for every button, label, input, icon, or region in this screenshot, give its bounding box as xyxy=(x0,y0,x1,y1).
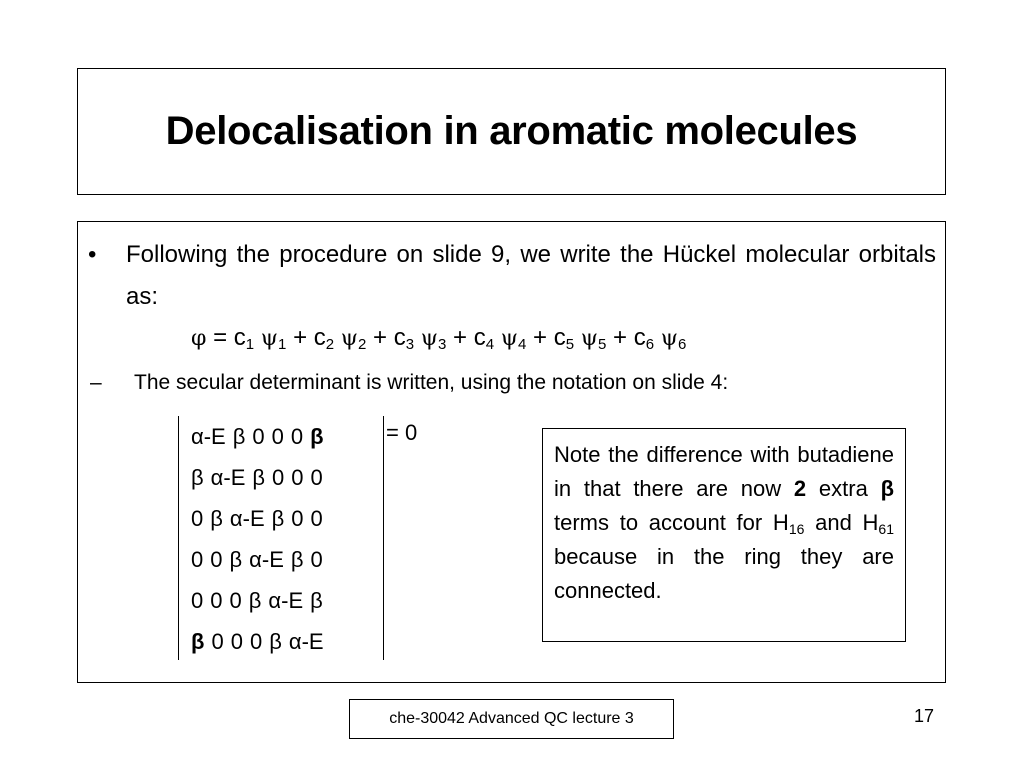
eq-term-6: $c_6$ $\psi_6$ xyxy=(633,324,687,353)
determinant-equals: = 0 xyxy=(386,420,418,445)
footer-text: che-30042 Advanced QC lecture 3 xyxy=(389,710,634,727)
determinant-row-2: β α-E β 0 0 0 xyxy=(191,465,323,490)
sub-bullet-marker: – xyxy=(90,371,102,394)
sub-bullet-item xyxy=(90,371,728,395)
bullet-marker: • xyxy=(88,241,97,268)
determinant-row-6: β 0 0 0 β α-E xyxy=(191,629,324,654)
eq-term-1: $c_1$ $\psi_1$ xyxy=(233,324,287,353)
note-bold-count: 2 xyxy=(793,476,807,501)
page-number: 17 xyxy=(914,706,935,726)
note-beta: β xyxy=(880,476,894,501)
bullet-item xyxy=(88,234,936,318)
secular-determinant xyxy=(178,416,384,660)
sub-bullet-text: The secular determinant is written, using the notation on slide 4: xyxy=(134,371,729,394)
bullet-text: Following the procedure on slide 9, we write the Hückel molecular orbitals as: xyxy=(126,241,936,310)
determinant-row-1: α-E β 0 0 0 β xyxy=(191,424,324,449)
footer-box xyxy=(349,699,674,739)
mo-equation: $\varphi = c_1$ $\psi_1 + c_2$ $\psi_2 + c_3$ $\psi_3 + c_4$ $\psi_4 + c_5$ $\psi_5 + c_6$ $\psi_6$ xyxy=(191,324,687,353)
eq-term-4: $c_4$ $\psi_4$ xyxy=(473,324,527,353)
determinant-row-4: 0 0 β α-E β 0 xyxy=(191,547,323,572)
determinant-row-3: 0 β α-E β 0 0 xyxy=(191,506,323,531)
eq-term-3: $c_3$ $\psi_3$ xyxy=(393,324,447,353)
slide-title: Delocalisation in aromatic molecules xyxy=(165,109,858,153)
eq-term-5: $c_5$ $\psi_5$ xyxy=(553,324,607,353)
eq-term-2: $c_2$ $\psi_2$ xyxy=(313,324,367,353)
title-box xyxy=(77,68,946,195)
phi-symbol: φ xyxy=(191,326,207,351)
note-box: Note the difference with butadiene in that there are now 2 extra β terms to account for $H_{16}$ and $H_{61}$ because in the ring they are connected. xyxy=(542,428,906,642)
content-box xyxy=(77,221,946,683)
determinant-row-5: 0 0 0 β α-E β xyxy=(191,588,323,613)
